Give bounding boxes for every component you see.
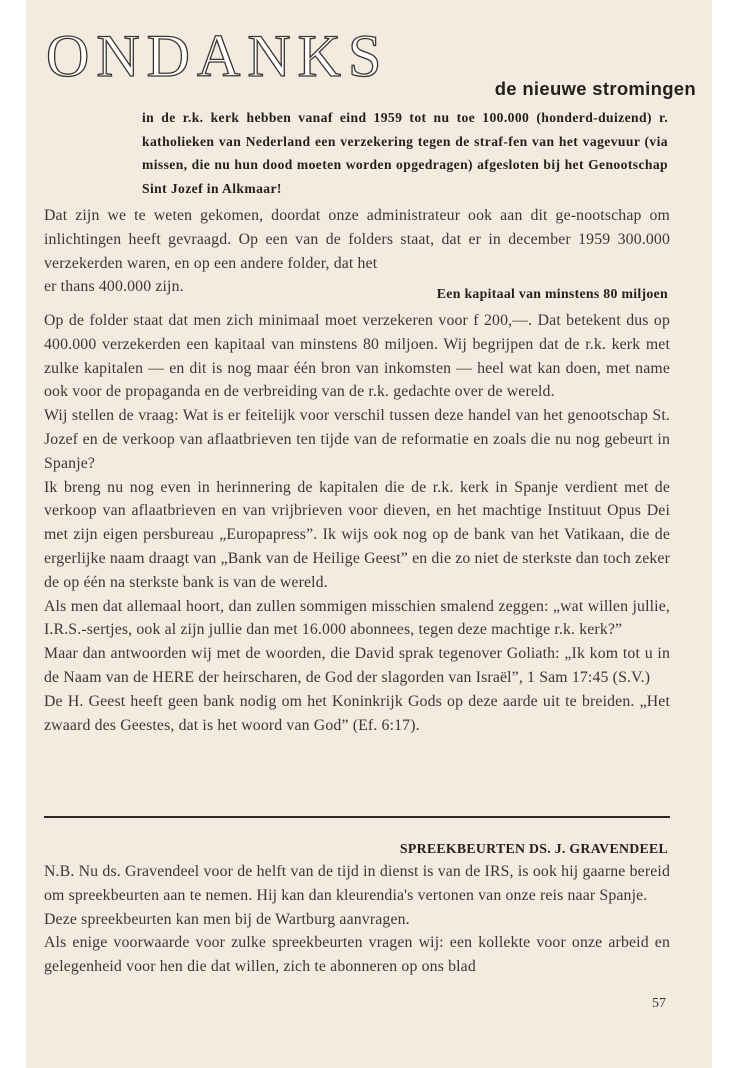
paragraph: Als enige voorwaarde voor zulke spreekbeurten vragen wij: een kollekte voor onze arbeid en gelegenheid voor hen die dat willen, zich te abonneren op ons blad: [44, 934, 670, 976]
paragraph: Maar dan antwoorden wij met de woorden, die David sprak tegenover Goliath: „Ik kom tot u in de Naam van de HERE der heirscharen, de God der slagorden van Israël”, 1 Sam 17:45 (S.V.): [44, 645, 670, 686]
article-title: ONDANKS: [46, 23, 389, 89]
section-subheading: Een kapitaal van minstens 80 miljoen: [436, 286, 668, 301]
paragraph: Op de folder staat dat men zich minimaal moet verzekeren voor f 200,—. Dat betekent dus op 400.000 verzekerden een kapitaal van minstens 80 miljoen. Wij begrijpen dat de r.k. kerk met zulke kapitalen — en dit is nog maar één bron van inkomsten — heel wat kan doen, met name ook voor de propaganda en de verbreiding van de r.k. gedachte over de wereld.: [44, 312, 670, 401]
paragraph: De H. Geest heeft geen bank nodig om het Koninkrijk Gods op deze aarde uit te breiden. „Het zwaard des Geestes, dat is het woord van God” (Ef. 6:17).: [44, 692, 670, 734]
article-body: [44, 309, 670, 737]
notice-heading: SPREEKBEURTEN DS. J. GRAVENDEEL: [399, 841, 668, 856]
paragraph-intro: Dat zijn we te weten gekomen, doordat onze administrateur ook aan dit ge-nootschap om inlichtingen heeft gevraagd. Op een van de folders staat, dat er in december 1959 300.000 verzekerden waren, en op een andere folder, dat het: [44, 207, 670, 272]
article-lead: in de r.k. kerk hebben vanaf eind 1959 tot nu toe 100.000 (honderd-duizend) r. katholieken van Nederland een verzekering tegen de straf-fen van het vagevuur (via missen, die nu hun dood moeten worden opgedragen) afgesloten bij het Genootschap Sint Jozef in Alkmaar!: [142, 110, 668, 196]
notice-body: [44, 860, 670, 979]
paragraph: Ik breng nu nog even in herinnering de kapitalen die de r.k. kerk in Spanje verdient met de verkoop van aflaatbrieven en van vrijbrieven voor dieven, en het machtige Instituut Opus Dei met zijn eigen persbureau „Europapress”. Ik wijs ook nog op de bank van het Vatikaan, die de ergerlijke naam draagt van „Bank van de Heilige Geest” en die zo niet de sterkste dan toch zeker de op één na sterkste bank is van de wereld.: [44, 478, 670, 591]
paragraph: Wij stellen de vraag: Wat is er feitelijk voor verschil tussen deze handel van het genootschap St. Jozef en de verkoop van aflaatbrieven ten tijde van de reformatie en zoals die nu nog gebeurt in Spanje?: [44, 407, 670, 472]
paragraph: N.B. Nu ds. Gravendeel voor de helft van de tijd in dienst is van de IRS, is ook hij gaarne bereid om spreekbeurten aan te nemen. Hij kan dan kleurendia's vertonen van onze reis naar Spanje.: [44, 863, 670, 904]
paragraph-intro-end: er thans 400.000 zijn.: [44, 278, 184, 295]
paragraph: Deze spreekbeurten kan men bij de Wartburg aanvragen.: [44, 910, 410, 928]
page-number: 57: [652, 996, 666, 1011]
section-divider: [44, 816, 670, 818]
article-subtitle: de nieuwe stromingen: [494, 78, 696, 99]
paragraph: Als men dat allemaal hoort, dan zullen sommigen misschien smalend zeggen: „wat willen jullie, I.R.S.-sertjes, ook al zijn jullie dan met 16.000 abonnees, tegen deze machtige r.k. kerk?”: [44, 597, 670, 639]
magazine-page: [26, 0, 712, 1068]
